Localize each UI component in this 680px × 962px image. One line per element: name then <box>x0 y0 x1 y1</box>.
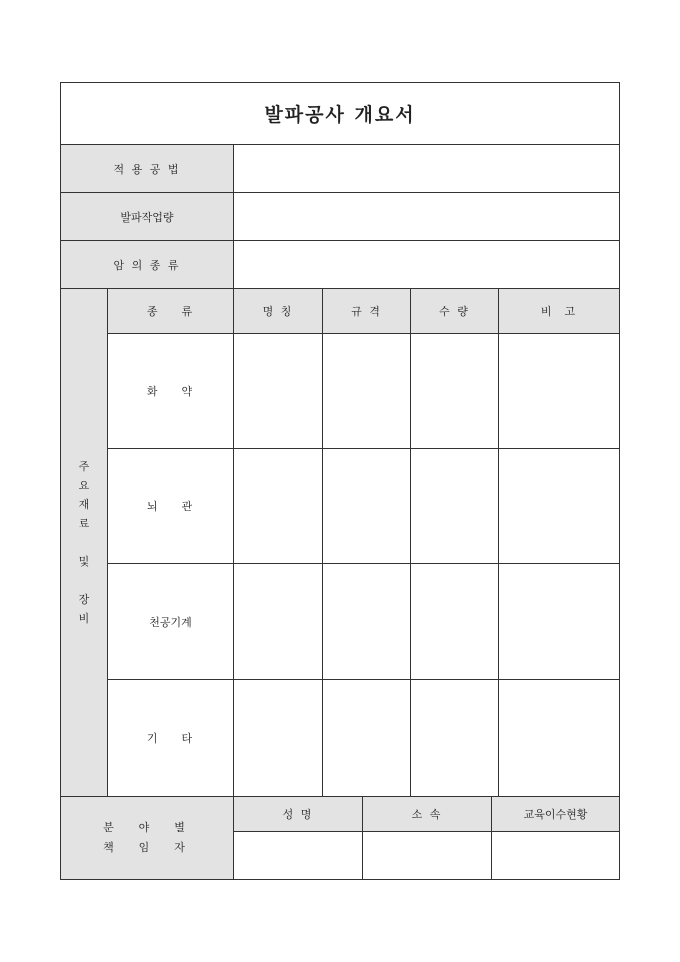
side-label-char: 주 <box>78 460 90 473</box>
method-value[interactable] <box>234 145 619 193</box>
header-note: 비 고 <box>499 289 619 334</box>
drilling-name-cell[interactable] <box>234 564 323 680</box>
other-name-cell[interactable] <box>234 680 323 797</box>
other-spec-cell[interactable] <box>323 680 411 797</box>
explosive-name-cell[interactable] <box>234 334 323 449</box>
responsible-label-line2: 책 임 자 <box>103 841 191 854</box>
side-label-char: 재 <box>78 498 90 511</box>
blast-amount-label: 발파작업량 <box>61 193 234 241</box>
header-spec: 규 격 <box>323 289 411 334</box>
header-qty: 수 량 <box>411 289 499 334</box>
blasting-overview-form <box>60 82 620 880</box>
method-label: 적 용 공 법 <box>61 145 234 193</box>
category-detonator: 뇌 관 <box>108 449 234 564</box>
blast-amount-value[interactable] <box>234 193 619 241</box>
side-label-char: 요 <box>78 479 90 492</box>
rock-type-value[interactable] <box>234 241 619 289</box>
responsible-label-line1: 분 야 별 <box>103 821 191 834</box>
explosive-note-cell[interactable] <box>499 334 619 449</box>
side-label-char: 장 <box>78 593 90 606</box>
other-qty-cell[interactable] <box>411 680 499 797</box>
detonator-note-cell[interactable] <box>499 449 619 564</box>
person-name-cell[interactable] <box>234 832 363 879</box>
header-education: 교육이수현황 <box>492 797 619 832</box>
header-affiliation: 소 속 <box>363 797 492 832</box>
materials-side-label <box>61 289 108 797</box>
side-label-char: 료 <box>78 517 90 530</box>
affiliation-cell[interactable] <box>363 832 492 879</box>
drilling-note-cell[interactable] <box>499 564 619 680</box>
detonator-spec-cell[interactable] <box>323 449 411 564</box>
side-label-char: 비 <box>78 612 90 625</box>
drilling-spec-cell[interactable] <box>323 564 411 680</box>
explosive-spec-cell[interactable] <box>323 334 411 449</box>
education-cell[interactable] <box>492 832 619 879</box>
header-type: 종 류 <box>108 289 234 334</box>
category-explosive: 화 약 <box>108 334 234 449</box>
explosive-qty-cell[interactable] <box>411 334 499 449</box>
form-title: 발파공사 개요서 <box>61 83 619 145</box>
detonator-qty-cell[interactable] <box>411 449 499 564</box>
rock-type-label: 암 의 종 류 <box>61 241 234 289</box>
category-drilling-machine: 천공기계 <box>108 564 234 680</box>
other-note-cell[interactable] <box>499 680 619 797</box>
responsible-label <box>61 797 234 879</box>
header-person-name: 성 명 <box>234 797 363 832</box>
drilling-qty-cell[interactable] <box>411 564 499 680</box>
side-label-char: 및 <box>78 555 90 568</box>
detonator-name-cell[interactable] <box>234 449 323 564</box>
header-name: 명 칭 <box>234 289 323 334</box>
category-other: 기 타 <box>108 680 234 797</box>
